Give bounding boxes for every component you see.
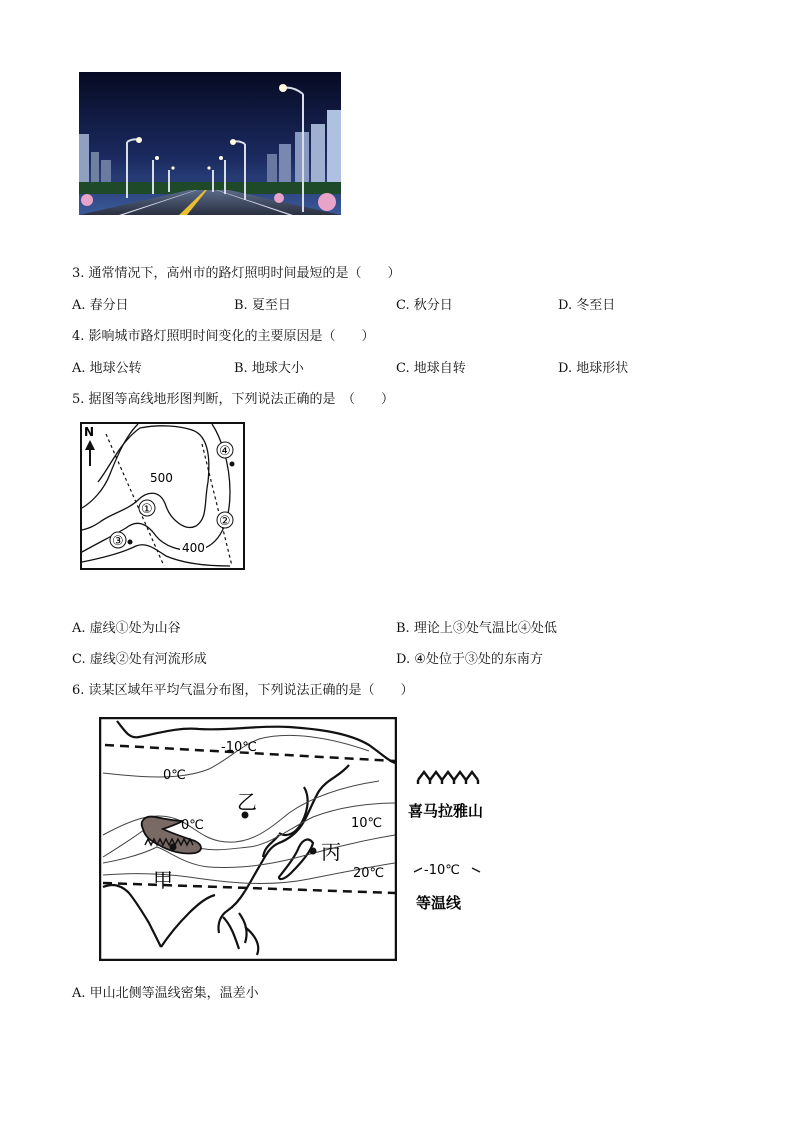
point-1-label: ① xyxy=(141,502,153,517)
isotherm-10-label: 10℃ xyxy=(351,816,383,831)
location-yi-label: 乙 xyxy=(237,790,257,814)
question-3-option-b[interactable]: B. 夏至日 xyxy=(234,298,291,313)
location-bing-label: 丙 xyxy=(321,840,341,864)
street-lights-photo xyxy=(79,72,341,215)
point-2-label: ② xyxy=(219,514,231,529)
question-5-stem: 5. 据图等高线地形图判断，下列说法正确的是 （ ） xyxy=(72,392,395,407)
street-lights-illustration xyxy=(79,72,341,215)
location-jia-label: 甲 xyxy=(153,868,173,892)
isotherm-0-label-north: 0℃ xyxy=(163,768,186,783)
legend-mountain-label: 喜马拉雅山 xyxy=(408,802,484,820)
mountain-symbol-icon xyxy=(418,772,478,784)
question-6-option-a[interactable]: A. 甲山北侧等温线密集，温差小 xyxy=(72,986,259,1001)
contour-500-label: 500 xyxy=(150,471,173,485)
isotherm-map xyxy=(99,717,397,961)
legend-isotherm-line-icon xyxy=(472,868,480,872)
question-3-option-d[interactable]: D. 冬至日 xyxy=(558,298,616,313)
question-3-stem: 3. 通常情况下，高州市的路灯照明时间最短的是（ ） xyxy=(72,266,401,281)
question-6-stem: 6. 读某区域年平均气温分布图，下列说法正确的是（ ） xyxy=(72,683,414,698)
question-5-option-d[interactable]: D. ④处位于③处的东南方 xyxy=(396,652,543,667)
point-3-label: ③ xyxy=(112,534,124,549)
question-4-option-a[interactable]: A. 地球公转 xyxy=(72,361,142,376)
map-legend xyxy=(408,764,518,924)
north-label: N xyxy=(84,425,95,439)
point-4-label: ④ xyxy=(219,444,231,459)
isotherm-20-label: 20℃ xyxy=(353,866,385,881)
question-4-option-d[interactable]: D. 地球形状 xyxy=(558,361,629,376)
question-4-stem: 4. 影响城市路灯照明时间变化的主要原因是（ ） xyxy=(72,329,375,344)
contour-map xyxy=(80,422,245,570)
question-3-option-c[interactable]: C. 秋分日 xyxy=(396,298,453,313)
legend-isotherm-label: 等温线 xyxy=(416,894,462,912)
isotherm-0-label-south: 0℃ xyxy=(181,818,204,833)
question-4-option-b[interactable]: B. 地球大小 xyxy=(234,361,304,376)
isotherm-minus10-label: -10℃ xyxy=(221,740,257,755)
question-5-option-c[interactable]: C. 虚线②处有河流形成 xyxy=(72,652,207,667)
question-5-option-a[interactable]: A. 虚线①处为山谷 xyxy=(72,621,181,636)
question-3-option-a[interactable]: A. 春分日 xyxy=(72,298,129,313)
question-4-option-c[interactable]: C. 地球自转 xyxy=(396,361,466,376)
legend-isotherm-sample-label: -10℃ xyxy=(424,863,460,878)
question-5-option-b[interactable]: B. 理论上③处气温比④处低 xyxy=(396,621,557,636)
contour-400-label: 400 xyxy=(182,541,205,555)
